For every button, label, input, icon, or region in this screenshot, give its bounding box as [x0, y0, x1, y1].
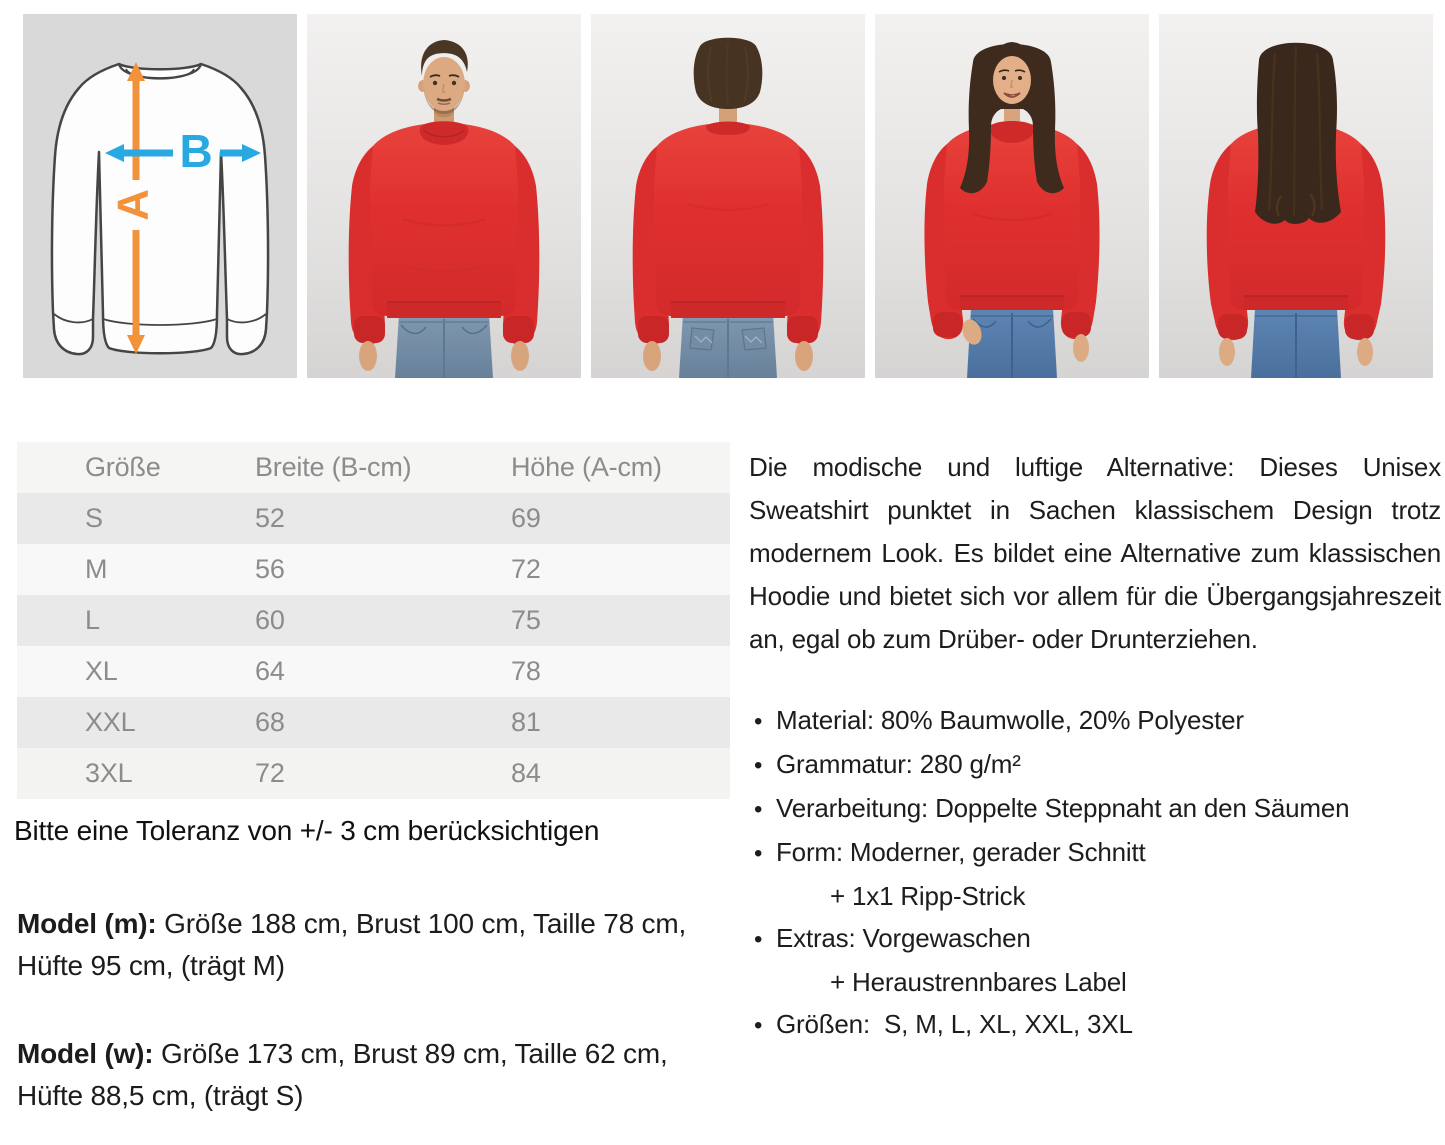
- feature-form: • Form: Moderner, gerader Schnitt: [749, 831, 1441, 875]
- jeans-female-back: [1251, 308, 1341, 378]
- feature-grammatur: • Grammatur: 280 g/m²: [749, 743, 1441, 787]
- feature-verarbeitung: • Verarbeitung: Doppelte Steppnaht an den Säumen: [749, 787, 1441, 831]
- feature-extras-cont: + Heraustrennbares Label: [830, 967, 1127, 997]
- model-w-measurements: [17, 1033, 722, 1117]
- size-cell: 3XL: [85, 758, 133, 788]
- male-model-back-photo: [591, 14, 865, 378]
- size-table: [17, 442, 730, 799]
- size-sketch-panel: [23, 14, 297, 378]
- female-model-back-illustration: [1159, 14, 1433, 378]
- model-m-label: Model (m):: [17, 908, 157, 939]
- width-cell: 72: [255, 758, 285, 788]
- size-cell: L: [85, 605, 100, 635]
- size-row-l: [17, 595, 730, 646]
- size-table-header-row: [17, 442, 730, 493]
- height-cell: 72: [511, 554, 541, 584]
- feature-form-cont: + 1x1 Ripp-Strick: [830, 881, 1026, 911]
- red-sweatshirt: [349, 121, 540, 344]
- jeans-back: [679, 314, 777, 378]
- bullet-icon: •: [754, 1012, 763, 1039]
- size-cell: XXL: [85, 707, 136, 737]
- red-sweatshirt-female: [924, 121, 1099, 339]
- size-cell: XL: [85, 656, 118, 686]
- model-w-text: Größe 173 cm, Brust 89 cm, Taille 62 cm, Hüfte 88,5 cm, (trägt S): [17, 1038, 676, 1111]
- bullet-icon: •: [754, 752, 763, 779]
- label-a: A: [108, 189, 158, 221]
- width-cell: 56: [255, 554, 285, 584]
- bullet-icon: •: [754, 840, 763, 867]
- red-sweatshirt-back: [633, 122, 824, 345]
- size-row-m: [17, 544, 730, 595]
- size-sketch-illustration: [23, 14, 297, 378]
- tolerance-note: Bitte eine Toleranz von +/- 3 cm berücksichtigen: [14, 815, 600, 846]
- model-w-label: Model (w):: [17, 1038, 154, 1069]
- female-model-front-illustration: [875, 14, 1149, 378]
- width-cell: 60: [255, 605, 285, 635]
- model-m-text: Größe 188 cm, Brust 100 cm, Taille 78 cm, Hüfte 95 cm, (trägt M): [17, 908, 694, 981]
- height-cell: 78: [511, 656, 541, 686]
- width-cell: 68: [255, 707, 285, 737]
- bullet-icon: •: [754, 796, 763, 823]
- width-cell: 64: [255, 656, 285, 686]
- size-info-column: [14, 442, 730, 1117]
- female-head-back: [1255, 43, 1341, 224]
- size-row-xxl: [17, 697, 730, 748]
- size-cell: S: [85, 503, 103, 533]
- male-model-front-illustration: [307, 14, 581, 378]
- female-model-back-photo: [1159, 14, 1433, 378]
- male-head-back: [694, 38, 763, 109]
- female-model-front-photo: [875, 14, 1149, 378]
- height-cell: 75: [511, 605, 541, 635]
- header-hoehe: Höhe (A-cm): [511, 452, 662, 482]
- description-column: [749, 446, 1441, 1047]
- feature-extras: • Extras: Vorgewaschen: [749, 917, 1441, 961]
- height-cell: 81: [511, 707, 541, 737]
- model-m-measurements: [17, 903, 722, 987]
- bullet-icon: •: [754, 926, 763, 953]
- width-cell: 52: [255, 503, 285, 533]
- jeans: [395, 314, 493, 378]
- header-breite: Breite (B-cm): [255, 452, 412, 482]
- size-row-xl: [17, 646, 730, 697]
- product-description: Die modische und luftige Alternative: Dieses Unisex Sweatshirt punktet in Sachen klassischem Design trotz modernem Look. Es bildet eine Alternative zum klassischen Hoodie und bietet sich vor allem für die Übergangsjahreszeit an, egal ob zum Drüber- oder Drunterziehen.: [749, 452, 1441, 654]
- male-model-front-photo: [307, 14, 581, 378]
- header-groesse: Größe: [85, 452, 161, 482]
- feature-material: • Material: 80% Baumwolle, 20% Polyester: [749, 699, 1441, 743]
- product-image-row: [23, 14, 1433, 378]
- sweatshirt-outline: [52, 64, 268, 354]
- male-model-back-illustration: [591, 14, 865, 378]
- jeans-female: [967, 308, 1057, 378]
- height-cell: 69: [511, 503, 541, 533]
- size-row-3xl: [17, 748, 730, 799]
- size-row-s: [17, 493, 730, 544]
- feature-list: [749, 699, 1441, 1047]
- feature-groessen: • Größen: S, M, L, XL, XXL, 3XL: [749, 1003, 1441, 1047]
- height-cell: 84: [511, 758, 541, 788]
- label-b: B: [179, 125, 213, 178]
- bullet-icon: •: [754, 708, 763, 735]
- size-cell: M: [85, 554, 108, 584]
